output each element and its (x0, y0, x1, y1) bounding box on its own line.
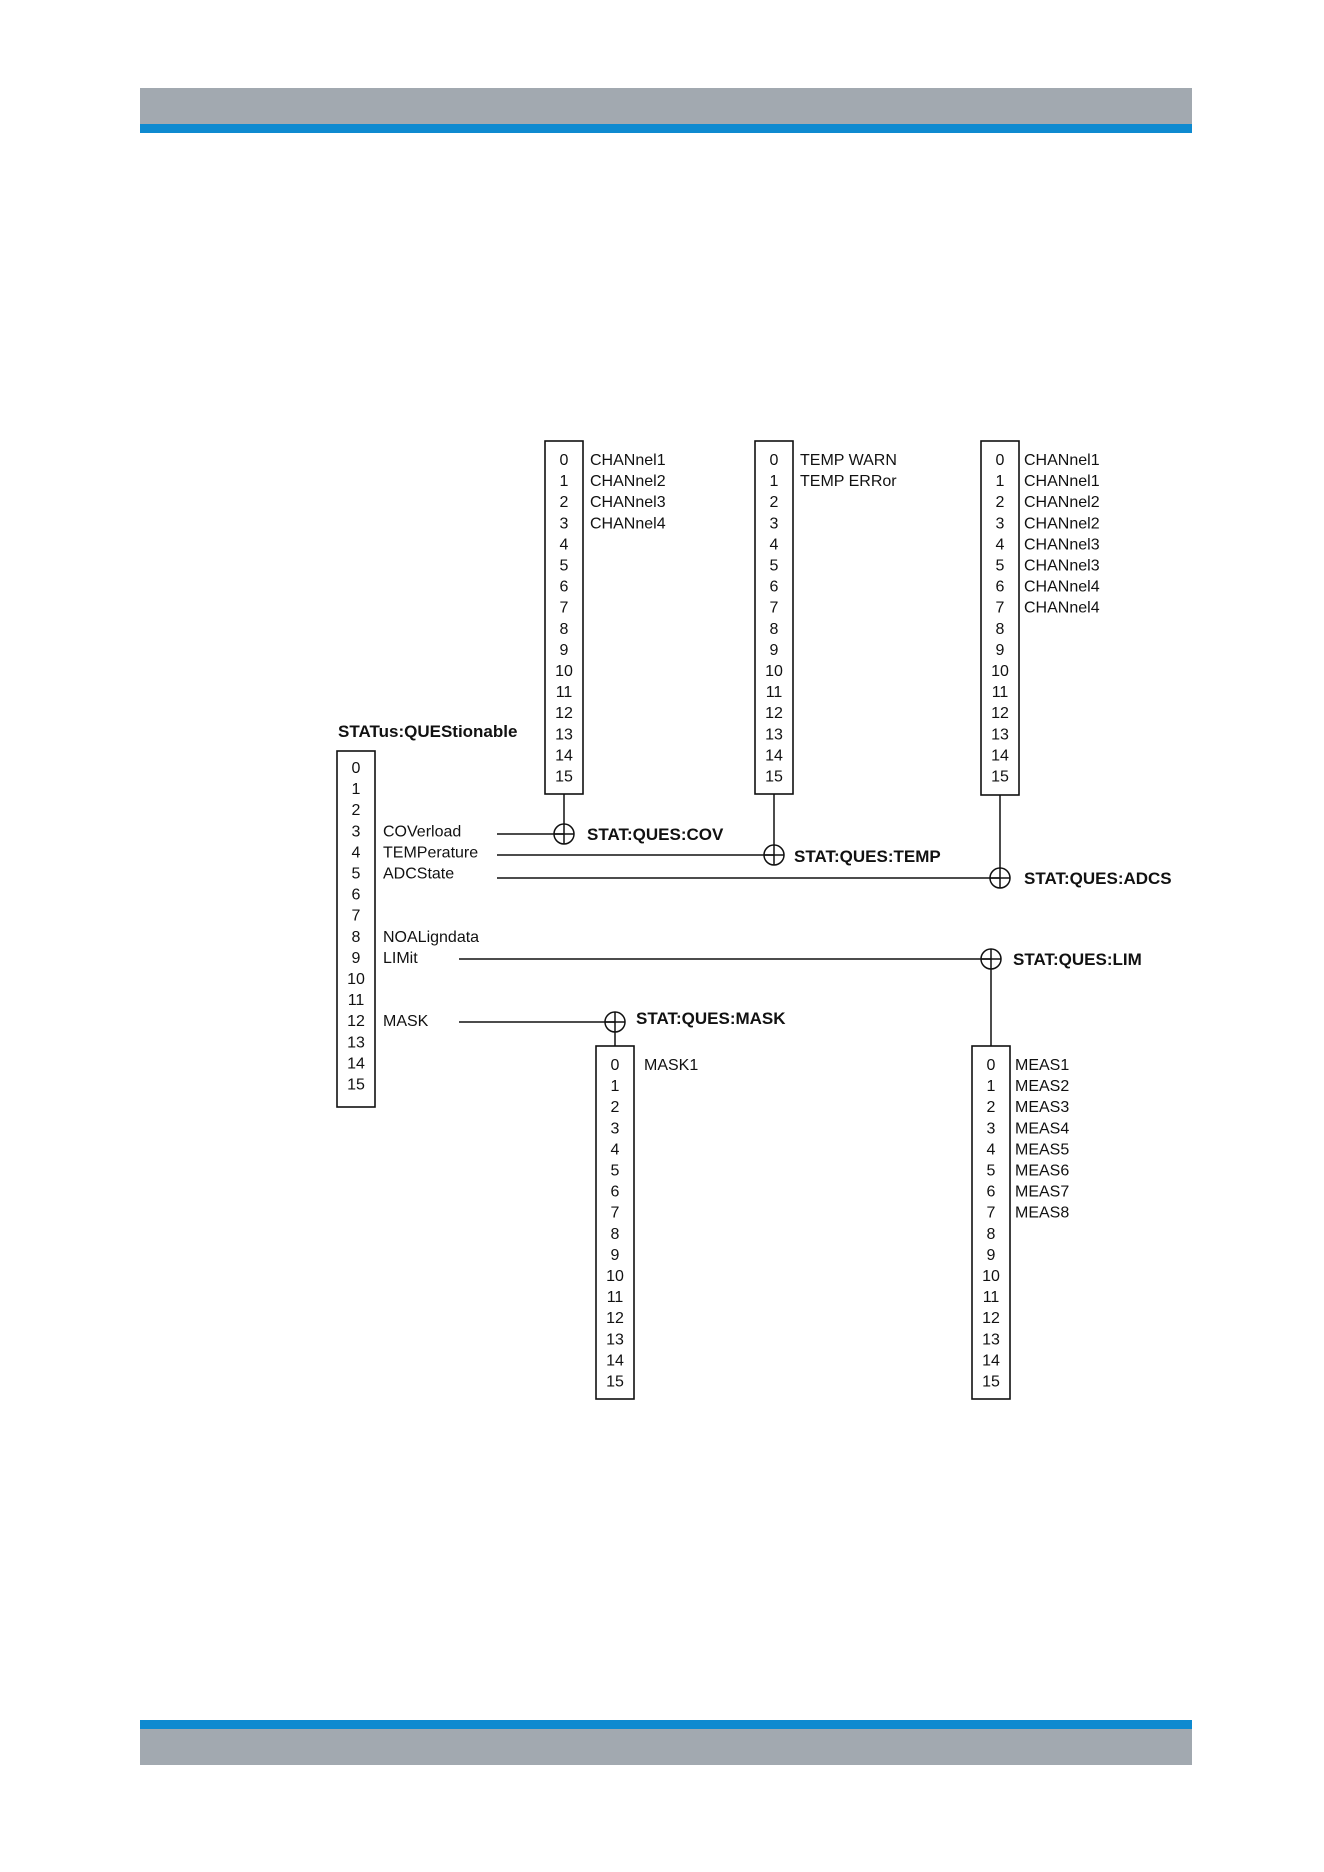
temp-bit-number: 15 (765, 768, 783, 786)
questionable-bit-number: 4 (351, 844, 361, 862)
adcs-bit-number: 5 (995, 557, 1005, 575)
mask-bit-number: 4 (610, 1141, 620, 1159)
adcs-bit-label: CHANnel3 (1024, 557, 1100, 575)
lim-bit-number: 8 (986, 1225, 996, 1243)
cov-bit-label: CHANnel2 (590, 473, 666, 491)
temp-bit-number: 8 (769, 620, 779, 638)
lim-bit-number: 1 (986, 1078, 996, 1096)
questionable-bit-number: 3 (351, 823, 361, 841)
mask-bit-number: 10 (606, 1268, 624, 1285)
cov-bit-label: CHANnel3 (590, 494, 666, 512)
cov-bit-number: 1 (559, 473, 569, 491)
temp-bit-number: 4 (769, 536, 779, 554)
mask-bit-number: 1 (610, 1078, 620, 1096)
temp-bit-number: 0 (769, 452, 779, 469)
cov-node-label: STAT:QUES:COV (587, 825, 724, 844)
cov-bit-number: 8 (559, 620, 569, 638)
temp-bit-number: 6 (769, 578, 779, 596)
lim-bit-label: MEAS7 (1015, 1183, 1070, 1201)
temp-bit-number: 9 (769, 641, 779, 659)
mask-bit-number: 14 (606, 1352, 624, 1370)
mask-bit-number: 7 (610, 1204, 620, 1222)
temp-bit-number: 12 (765, 705, 783, 723)
adcs-bit-label: CHANnel4 (1024, 578, 1100, 596)
lim-sum-node-icon (981, 949, 1001, 969)
questionable-bit-number: 7 (351, 907, 361, 925)
mask-bit-number: 15 (606, 1373, 624, 1391)
lim-bit-label: MEAS4 (1015, 1120, 1070, 1138)
adcs-bit-number: 2 (995, 494, 1005, 512)
mask-bit-number: 11 (606, 1289, 624, 1307)
adcs-bit-number: 7 (995, 599, 1005, 617)
lim-bit-number: 14 (982, 1352, 1000, 1370)
adcs-sum-node-icon (990, 868, 1010, 888)
lim-bit-number: 2 (986, 1099, 996, 1117)
cov-bit-number: 7 (559, 599, 569, 617)
mask-bit-number: 2 (610, 1099, 620, 1117)
cov-bit-number: 3 (559, 515, 569, 533)
lim-bit-label: MEAS8 (1015, 1204, 1070, 1222)
lim-bit-number: 13 (982, 1331, 1000, 1349)
adcs-bit-label: CHANnel2 (1024, 494, 1100, 512)
lim-node-label: STAT:QUES:LIM (1013, 950, 1142, 969)
cov-bit-number: 0 (559, 452, 569, 469)
adcs-bit-number: 6 (995, 578, 1005, 596)
lim-bit-label: MEAS3 (1015, 1099, 1070, 1117)
adcs-bit-number: 10 (991, 663, 1009, 680)
questionable-bit-number: 6 (351, 886, 361, 904)
mask-bit-number: 9 (610, 1246, 620, 1264)
adcs-bit-number: 3 (995, 515, 1005, 533)
questionable-bit-label: COVerload (383, 823, 462, 841)
adcs-bit-number: 15 (991, 768, 1009, 786)
questionable-bit-number: 15 (347, 1076, 365, 1094)
lim-bit-label: MEAS5 (1015, 1141, 1070, 1159)
cov-bit-number: 15 (555, 768, 573, 786)
questionable-bit-number: 1 (351, 781, 361, 799)
questionable-bit-number: 10 (347, 971, 365, 988)
questionable-bit-number: 11 (347, 992, 365, 1010)
adcs-bit-number: 13 (991, 726, 1009, 744)
adcs-bit-label: CHANnel1 (1024, 473, 1100, 491)
cov-bit-number: 14 (555, 747, 573, 765)
questionable-bit-number: 8 (351, 928, 361, 946)
lim-bit-number: 4 (986, 1141, 996, 1159)
lim-bit-number: 3 (986, 1120, 996, 1138)
lim-bit-number: 0 (986, 1057, 996, 1074)
questionable-bit-number: 9 (351, 949, 361, 967)
cov-bit-number: 4 (559, 536, 569, 554)
lim-bit-number: 7 (986, 1204, 996, 1222)
adcs-bit-number: 12 (991, 705, 1009, 723)
adcs-bit-number: 0 (995, 452, 1005, 469)
mask-bit-number: 12 (606, 1310, 624, 1328)
temp-bit-number: 2 (769, 494, 779, 512)
cov-bit-number: 13 (555, 726, 573, 744)
questionable-bit-label: MASK (383, 1013, 429, 1031)
lim-bit-number: 6 (986, 1183, 996, 1201)
temp-sum-node-icon (764, 845, 784, 865)
cov-bit-label: CHANnel4 (590, 515, 666, 533)
cov-bit-number: 5 (559, 557, 569, 575)
lim-bit-label: MEAS1 (1015, 1057, 1070, 1074)
cov-sum-node-icon (554, 824, 574, 844)
mask-bit-label: MASK1 (644, 1057, 699, 1074)
mask-sum-node-icon (605, 1012, 625, 1032)
mask-bit-number: 5 (610, 1162, 620, 1180)
adcs-bit-number: 1 (995, 473, 1005, 491)
questionable-bit-number: 12 (347, 1013, 365, 1031)
temp-bit-number: 13 (765, 726, 783, 744)
adcs-bit-label: CHANnel4 (1024, 599, 1100, 617)
adcs-bit-number: 11 (991, 684, 1009, 702)
questionable-bit-label: TEMPerature (383, 844, 479, 862)
mask-bit-number: 13 (606, 1331, 624, 1349)
mask-bit-number: 8 (610, 1225, 620, 1243)
temp-bit-label: TEMP ERRor (800, 473, 897, 491)
lim-bit-number: 10 (982, 1268, 1000, 1285)
lim-bit-label: MEAS2 (1015, 1078, 1070, 1096)
questionable-bit-number: 0 (351, 760, 361, 777)
temp-bit-number: 7 (769, 599, 779, 617)
questionable-bit-label: ADCState (383, 865, 455, 883)
cov-bit-number: 2 (559, 494, 569, 512)
adcs-bit-number: 9 (995, 641, 1005, 659)
questionable-bit-number: 5 (351, 865, 361, 883)
questionable-register-title: STATus:QUEStionable (338, 722, 518, 741)
temp-bit-number: 5 (769, 557, 779, 575)
mask-bit-number: 0 (610, 1057, 620, 1074)
adcs-bit-label: CHANnel2 (1024, 515, 1100, 533)
lim-bit-number: 12 (982, 1310, 1000, 1328)
cov-bit-label: CHANnel1 (590, 452, 666, 469)
questionable-bit-number: 13 (347, 1034, 365, 1052)
adcs-bit-number: 14 (991, 747, 1009, 765)
adcs-bit-number: 8 (995, 620, 1005, 638)
questionable-bit-label: NOALigndata (383, 928, 480, 946)
mask-bit-number: 6 (610, 1183, 620, 1201)
temp-bit-number: 10 (765, 663, 783, 680)
lim-bit-number: 5 (986, 1162, 996, 1180)
temp-node-label: STAT:QUES:TEMP (794, 847, 941, 866)
mask-bit-number: 3 (610, 1120, 620, 1138)
temp-bit-number: 3 (769, 515, 779, 533)
questionable-bit-label: LIMit (383, 949, 418, 967)
questionable-bit-number: 14 (347, 1055, 365, 1073)
cov-bit-number: 11 (555, 684, 573, 702)
adcs-bit-label: CHANnel1 (1024, 452, 1100, 469)
cov-bit-number: 12 (555, 705, 573, 723)
cov-bit-number: 10 (555, 663, 573, 680)
bit-rows (347, 452, 1100, 1391)
temp-bit-number: 11 (765, 684, 783, 702)
lim-bit-number: 9 (986, 1246, 996, 1264)
lim-bit-label: MEAS6 (1015, 1162, 1070, 1180)
lim-bit-number: 15 (982, 1373, 1000, 1391)
questionable-bit-number: 2 (351, 802, 361, 820)
temp-bit-number: 1 (769, 473, 779, 491)
mask-node-label: STAT:QUES:MASK (636, 1009, 786, 1028)
lim-bit-number: 11 (982, 1289, 1000, 1307)
adcs-bit-label: CHANnel3 (1024, 536, 1100, 554)
adcs-bit-number: 4 (995, 536, 1005, 554)
temp-bit-label: TEMP WARN (800, 452, 897, 469)
temp-bit-number: 14 (765, 747, 783, 765)
cov-bit-number: 9 (559, 641, 569, 659)
cov-bit-number: 6 (559, 578, 569, 596)
adcs-node-label: STAT:QUES:ADCS (1024, 869, 1172, 888)
